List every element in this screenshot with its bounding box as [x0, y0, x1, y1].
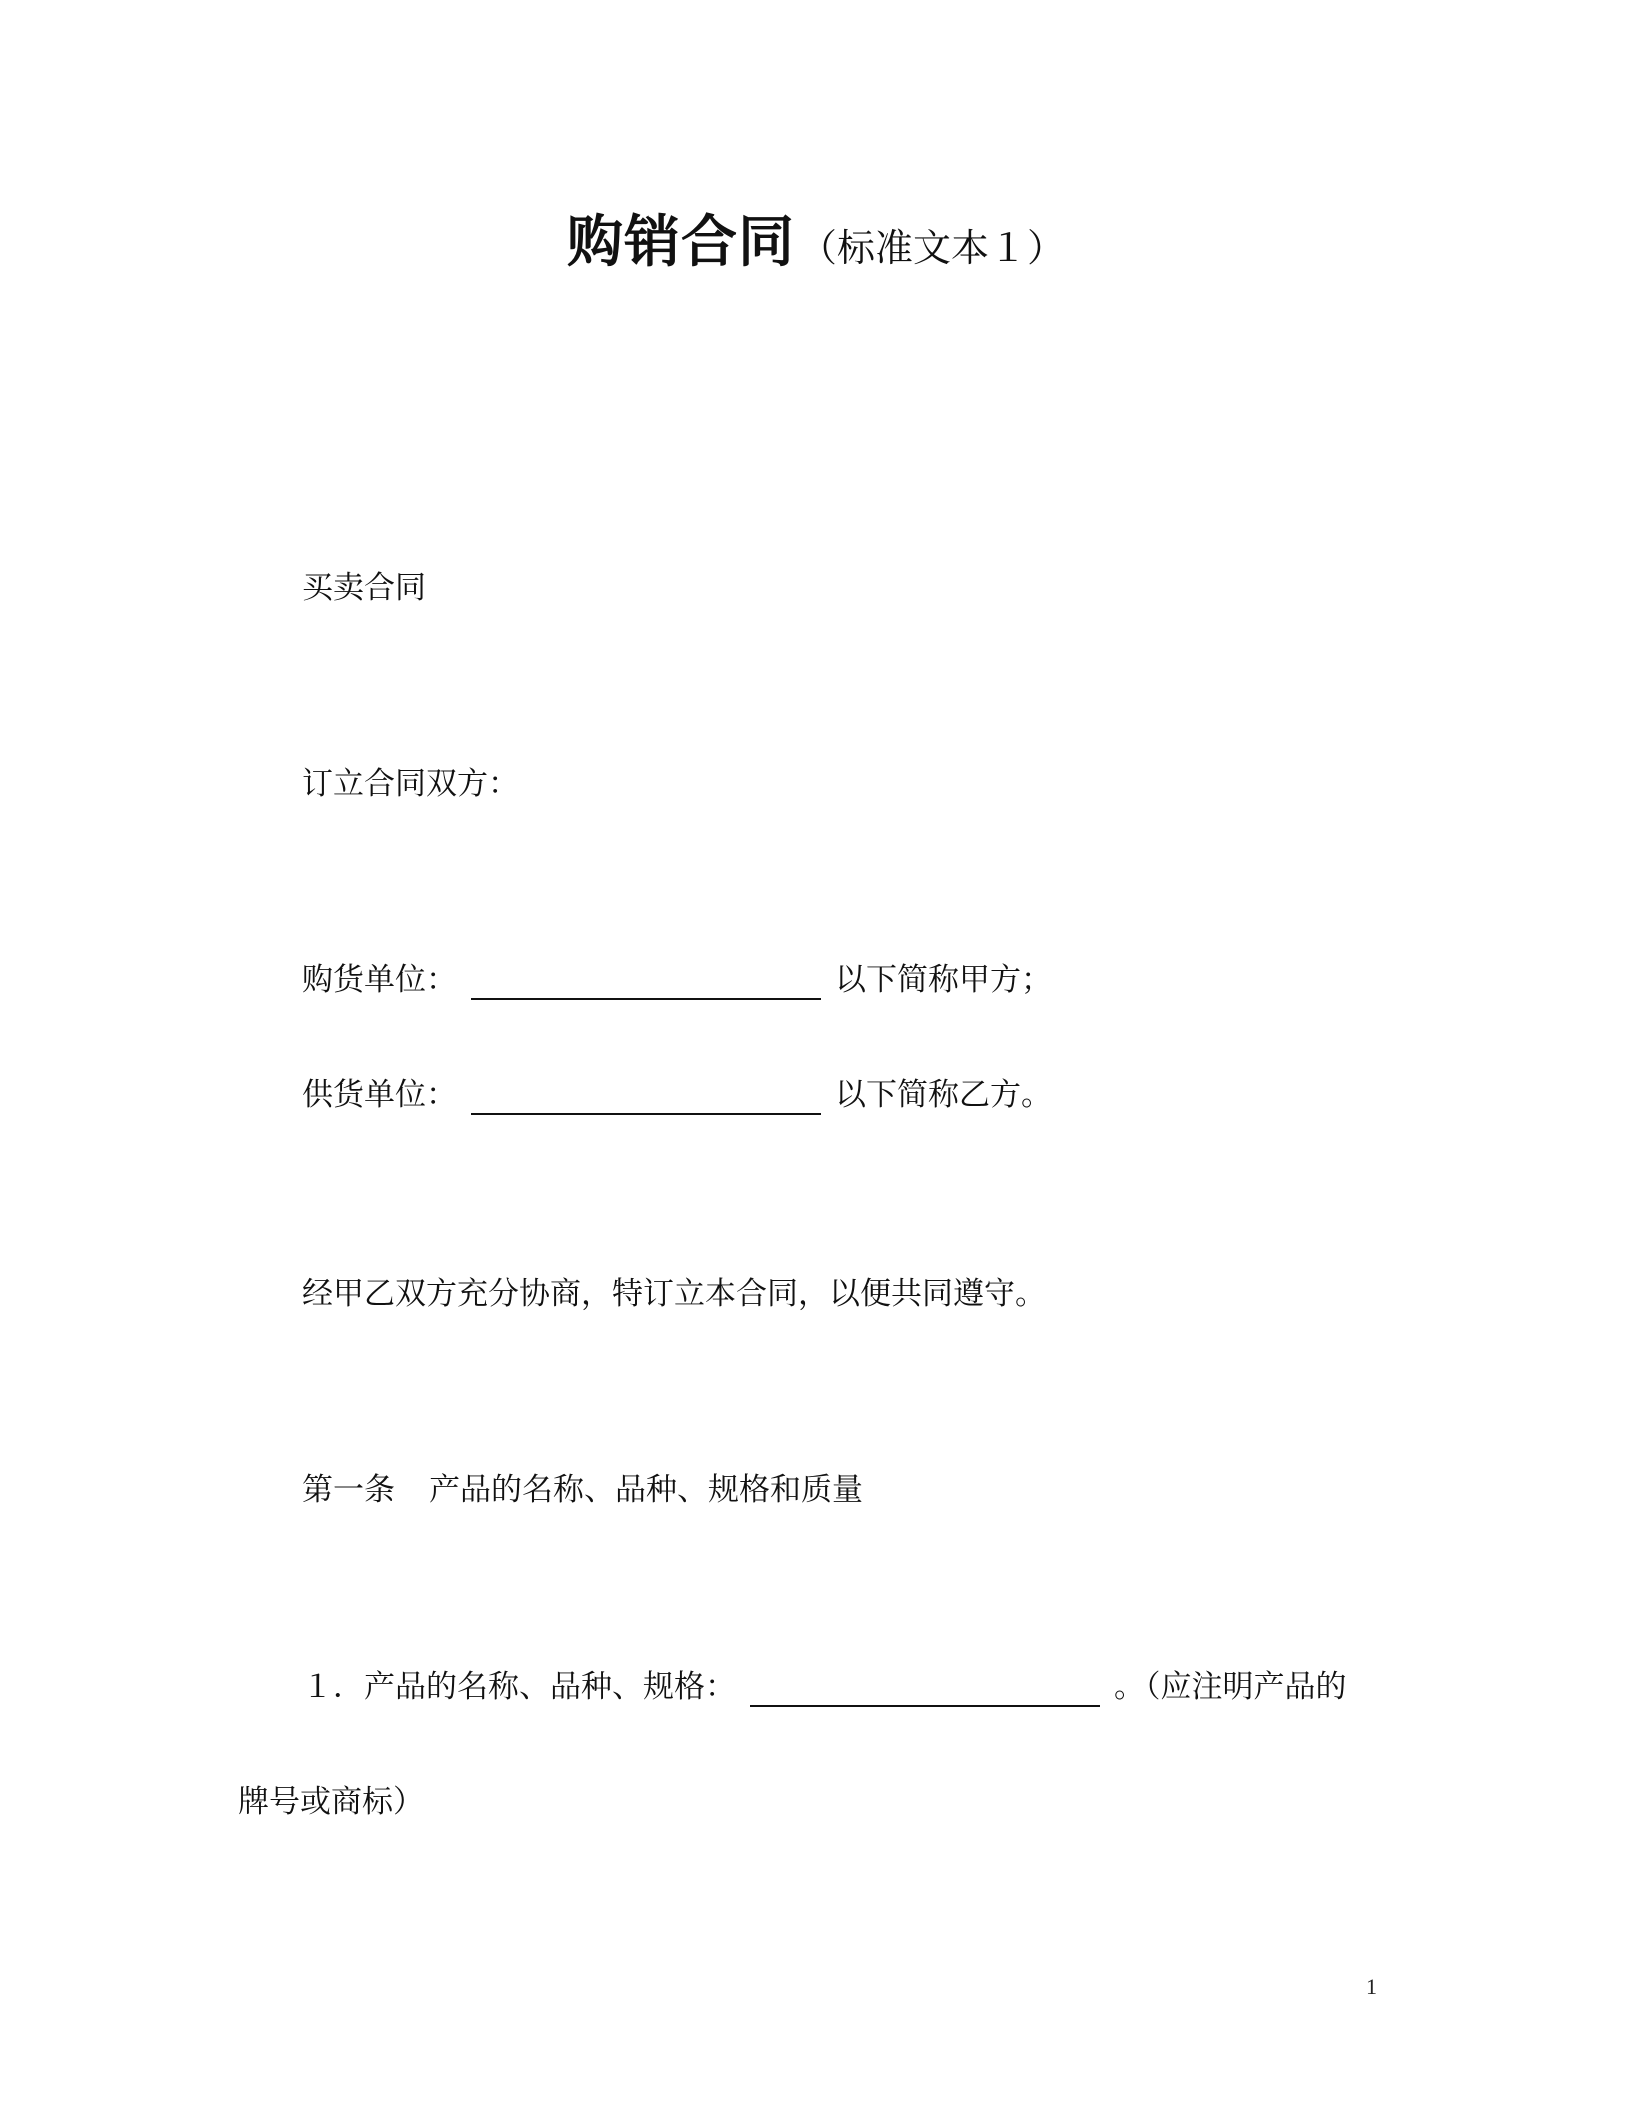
- item1-product-blank: [750, 1671, 1100, 1707]
- seller-line: [302, 1075, 1052, 1115]
- buyer-suffix: 以下简称甲方；: [835, 962, 1052, 998]
- item1-continuation-line: [238, 1782, 424, 1822]
- preamble: 经甲乙双方充分协商，特订立本合同，以便共同遵守。: [302, 1276, 1046, 1312]
- item1-suffix: 。（应注明产品的: [1114, 1669, 1347, 1705]
- contract-type-line: [302, 568, 426, 608]
- title-main: 购销合同: [566, 210, 795, 275]
- parties-heading-line: [302, 764, 519, 804]
- item1-label: １．产品的名称、品种、规格：: [302, 1669, 736, 1705]
- buyer-label: 购货单位：: [302, 962, 457, 998]
- seller-label: 供货单位：: [302, 1077, 457, 1113]
- contract-type: 买卖合同: [302, 570, 426, 606]
- item1-continuation: 牌号或商标）: [238, 1784, 424, 1820]
- parties-heading: 订立合同双方：: [302, 766, 519, 802]
- page-number: 1: [1366, 1974, 1377, 1999]
- document-title: [0, 198, 1632, 278]
- seller-name-blank: [471, 1079, 821, 1115]
- item1-line: [302, 1667, 1347, 1707]
- preamble-line: [302, 1274, 1046, 1314]
- title-subtitle: （标准文本１）: [798, 226, 1065, 270]
- article1-number: 第一条: [302, 1472, 395, 1508]
- seller-suffix: 以下简称乙方。: [835, 1077, 1052, 1113]
- buyer-name-blank: [471, 964, 821, 1000]
- article1-title: 产品的名称、品种、规格和质量: [429, 1472, 863, 1508]
- article1-heading: [302, 1470, 863, 1510]
- buyer-line: [302, 960, 1052, 1000]
